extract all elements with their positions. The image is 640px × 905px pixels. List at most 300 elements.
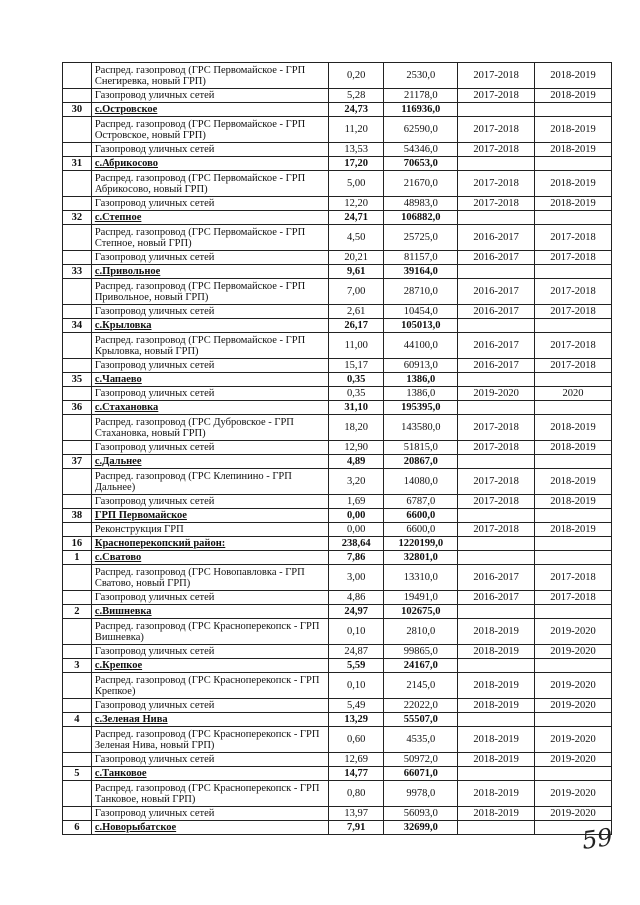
table-row [63,781,612,807]
row-cost: 25725,0 [384,225,458,251]
row-number [63,415,92,441]
row-end-period: 2018-2019 [535,197,612,211]
table-row [63,89,612,103]
row-name: Распред. газопровод (ГРС Клепинино - ГРП Дальнее) [91,469,328,495]
row-length: 3,00 [328,565,384,591]
row-cost: 44100,0 [384,333,458,359]
row-cost: 48983,0 [384,197,458,211]
row-name: Распред. газопровод (ГРС Красноперекопск - ГРП Зеленая Нива, новый ГРП) [91,727,328,753]
table-section-row [63,821,612,835]
row-length: 2,61 [328,305,384,319]
row-cost: 6600,0 [384,509,458,523]
row-number [63,781,92,807]
table-section-row [63,659,612,673]
row-name: с.Островское [91,103,328,117]
table-row [63,415,612,441]
row-number [63,333,92,359]
row-start-period: 2017-2018 [458,63,535,89]
row-end-period [535,211,612,225]
row-number [63,279,92,305]
row-name: Красноперекопский район: [91,537,328,551]
table-section-row [63,455,612,469]
row-start-period: 2017-2018 [458,523,535,537]
row-cost: 13310,0 [384,565,458,591]
table-row [63,469,612,495]
row-start-period: 2018-2019 [458,727,535,753]
row-number [63,251,92,265]
table-row [63,251,612,265]
row-length: 18,20 [328,415,384,441]
row-end-period: 2019-2020 [535,781,612,807]
row-start-period [458,821,535,835]
row-number [63,699,92,713]
row-start-period [458,509,535,523]
row-name: с.Привольное [91,265,328,279]
row-cost: 24167,0 [384,659,458,673]
row-start-period: 2018-2019 [458,619,535,645]
row-length: 13,53 [328,143,384,157]
row-start-period: 2016-2017 [458,305,535,319]
row-number [63,441,92,455]
row-cost: 99865,0 [384,645,458,659]
row-cost: 116936,0 [384,103,458,117]
row-length: 4,86 [328,591,384,605]
row-start-period: 2016-2017 [458,359,535,373]
row-cost: 10454,0 [384,305,458,319]
row-name: Газопровод уличных сетей [91,441,328,455]
row-start-period: 2016-2017 [458,279,535,305]
row-number: 32 [63,211,92,225]
row-number: 3 [63,659,92,673]
table-section-row [63,713,612,727]
row-end-period [535,157,612,171]
table-row [63,645,612,659]
row-cost: 195395,0 [384,401,458,415]
table-body [63,63,612,835]
table-section-row [63,211,612,225]
row-end-period [535,537,612,551]
row-end-period: 2018-2019 [535,415,612,441]
row-cost: 56093,0 [384,807,458,821]
row-start-period: 2017-2018 [458,143,535,157]
row-cost: 9978,0 [384,781,458,807]
row-end-period: 2019-2020 [535,727,612,753]
row-name: с.Сватово [91,551,328,565]
row-name: Распред. газопровод (ГРС Новопавловка - ГРП Сватово, новый ГРП) [91,565,328,591]
row-number: 35 [63,373,92,387]
row-end-period [535,509,612,523]
row-number [63,727,92,753]
row-number: 37 [63,455,92,469]
table-row [63,807,612,821]
row-name: с.Танковое [91,767,328,781]
row-name: с.Зеленая Нива [91,713,328,727]
row-length: 12,20 [328,197,384,211]
row-end-period [535,659,612,673]
row-number [63,591,92,605]
row-number [63,197,92,211]
row-start-period: 2019-2020 [458,387,535,401]
row-end-period: 2017-2018 [535,305,612,319]
row-start-period: 2016-2017 [458,225,535,251]
row-cost: 32801,0 [384,551,458,565]
row-length: 0,10 [328,619,384,645]
table-row [63,305,612,319]
row-name: Газопровод уличных сетей [91,89,328,103]
row-end-period: 2018-2019 [535,143,612,157]
table-row [63,225,612,251]
row-start-period [458,211,535,225]
row-start-period: 2016-2017 [458,565,535,591]
table-section-row [63,265,612,279]
row-end-period [535,401,612,415]
row-cost: 62590,0 [384,117,458,143]
table-section-row [63,319,612,333]
row-end-period: 2018-2019 [535,495,612,509]
row-length: 20,21 [328,251,384,265]
row-name: с.Чапаево [91,373,328,387]
row-start-period: 2017-2018 [458,415,535,441]
row-start-period [458,319,535,333]
row-end-period: 2019-2020 [535,645,612,659]
row-end-period: 2017-2018 [535,359,612,373]
row-name: Газопровод уличных сетей [91,305,328,319]
row-cost: 2810,0 [384,619,458,645]
row-start-period [458,767,535,781]
row-number [63,565,92,591]
table-row [63,197,612,211]
table-row [63,279,612,305]
row-length: 0,35 [328,373,384,387]
row-cost: 20867,0 [384,455,458,469]
row-number: 38 [63,509,92,523]
row-length: 12,90 [328,441,384,455]
row-cost: 28710,0 [384,279,458,305]
table-row [63,143,612,157]
row-start-period: 2016-2017 [458,591,535,605]
row-name: Распред. газопровод (ГРС Первомайское - ГРП Привольное, новый ГРП) [91,279,328,305]
row-length: 4,50 [328,225,384,251]
row-length: 5,59 [328,659,384,673]
row-length: 7,91 [328,821,384,835]
row-name: Газопровод уличных сетей [91,359,328,373]
row-length: 24,71 [328,211,384,225]
row-number [63,645,92,659]
row-number [63,807,92,821]
row-end-period: 2017-2018 [535,251,612,265]
row-number: 33 [63,265,92,279]
row-length: 12,69 [328,753,384,767]
table-row [63,63,612,89]
row-start-period [458,455,535,469]
row-number [63,673,92,699]
row-name: с.Стахановка [91,401,328,415]
table-row [63,441,612,455]
row-cost: 39164,0 [384,265,458,279]
row-end-period [535,713,612,727]
row-name: Распред. газопровод (ГРС Красноперекопск - ГРП Вишневка) [91,619,328,645]
table-row [63,387,612,401]
row-number [63,89,92,103]
row-number [63,359,92,373]
row-number: 1 [63,551,92,565]
row-number: 6 [63,821,92,835]
table-row [63,117,612,143]
row-number: 34 [63,319,92,333]
row-cost: 2530,0 [384,63,458,89]
row-end-period: 2018-2019 [535,63,612,89]
table-row [63,359,612,373]
row-end-period: 2017-2018 [535,333,612,359]
row-number [63,495,92,509]
row-name: с.Дальнее [91,455,328,469]
row-cost: 55507,0 [384,713,458,727]
row-number [63,619,92,645]
row-cost: 2145,0 [384,673,458,699]
row-name: Газопровод уличных сетей [91,807,328,821]
row-cost: 21178,0 [384,89,458,103]
row-length: 7,86 [328,551,384,565]
row-number [63,171,92,197]
row-number [63,143,92,157]
row-length: 9,61 [328,265,384,279]
row-name: Распред. газопровод (ГРС Первомайское - ГРП Островское, новый ГРП) [91,117,328,143]
row-start-period [458,659,535,673]
row-end-period: 2019-2020 [535,699,612,713]
row-name: с.Степное [91,211,328,225]
row-start-period: 2017-2018 [458,495,535,509]
gas-pipeline-table [62,62,612,835]
row-end-period [535,373,612,387]
row-name: Распред. газопровод (ГРС Первомайское - ГРП Абрикосово, новый ГРП) [91,171,328,197]
row-length: 13,97 [328,807,384,821]
table-row [63,495,612,509]
row-number: 30 [63,103,92,117]
row-name: Газопровод уличных сетей [91,197,328,211]
table-row [63,699,612,713]
row-name: Распред. газопровод (ГРС Первомайское - ГРП Крыловка, новый ГРП) [91,333,328,359]
row-start-period [458,103,535,117]
table-section-row [63,551,612,565]
row-start-period: 2018-2019 [458,699,535,713]
row-name: Газопровод уличных сетей [91,591,328,605]
row-length: 0,00 [328,523,384,537]
row-cost: 22022,0 [384,699,458,713]
row-start-period: 2018-2019 [458,753,535,767]
row-length: 5,00 [328,171,384,197]
table-row [63,619,612,645]
row-start-period: 2018-2019 [458,807,535,821]
row-name: Реконструкция ГРП [91,523,328,537]
row-start-period: 2017-2018 [458,117,535,143]
row-cost: 4535,0 [384,727,458,753]
row-length: 3,20 [328,469,384,495]
row-end-period: 2018-2019 [535,89,612,103]
row-name: с.Крепкое [91,659,328,673]
row-cost: 106882,0 [384,211,458,225]
row-end-period: 2019-2020 [535,753,612,767]
table-section-row [63,509,612,523]
row-name: Газопровод уличных сетей [91,495,328,509]
row-number: 4 [63,713,92,727]
row-end-period: 2017-2018 [535,225,612,251]
row-number: 31 [63,157,92,171]
row-name: Газопровод уличных сетей [91,251,328,265]
row-cost: 143580,0 [384,415,458,441]
row-length: 7,00 [328,279,384,305]
table-section-row [63,103,612,117]
row-start-period: 2017-2018 [458,469,535,495]
row-cost: 21670,0 [384,171,458,197]
row-length: 4,89 [328,455,384,469]
row-length: 0,20 [328,63,384,89]
row-number: 36 [63,401,92,415]
row-length: 26,17 [328,319,384,333]
row-number [63,305,92,319]
row-length: 24,97 [328,605,384,619]
row-length: 1,69 [328,495,384,509]
row-start-period: 2018-2019 [458,781,535,807]
row-number: 5 [63,767,92,781]
row-number: 2 [63,605,92,619]
row-name: Распред. газопровод (ГРС Первомайское - ГРП Снегиревка, новый ГРП) [91,63,328,89]
table-section-row [63,537,612,551]
row-cost: 14080,0 [384,469,458,495]
row-number [63,117,92,143]
row-name: с.Вишневка [91,605,328,619]
row-name: Распред. газопровод (ГРС Дубровское - ГРП Стахановка, новый ГРП) [91,415,328,441]
row-name: Газопровод уличных сетей [91,645,328,659]
row-length: 5,49 [328,699,384,713]
row-end-period: 2017-2018 [535,591,612,605]
table-row [63,753,612,767]
row-start-period [458,157,535,171]
row-length: 0,35 [328,387,384,401]
row-start-period: 2017-2018 [458,89,535,103]
row-length: 24,73 [328,103,384,117]
row-name: с.Новорыбатское [91,821,328,835]
table-section-row [63,401,612,415]
table-row [63,171,612,197]
row-end-period: 2019-2020 [535,807,612,821]
row-cost: 32699,0 [384,821,458,835]
row-end-period: 2020 [535,387,612,401]
table-row [63,673,612,699]
row-name: Распред. газопровод (ГРС Красноперекопск - ГРП Крепкое) [91,673,328,699]
row-cost: 81157,0 [384,251,458,265]
row-cost: 50972,0 [384,753,458,767]
row-length: 31,10 [328,401,384,415]
row-start-period [458,713,535,727]
row-cost: 1386,0 [384,373,458,387]
row-end-period: 2017-2018 [535,565,612,591]
row-start-period: 2017-2018 [458,171,535,197]
table-section-row [63,157,612,171]
row-length: 0,80 [328,781,384,807]
row-number [63,63,92,89]
row-number: 16 [63,537,92,551]
row-end-period [535,767,612,781]
row-start-period: 2018-2019 [458,645,535,659]
table-row [63,591,612,605]
row-cost: 54346,0 [384,143,458,157]
row-start-period [458,605,535,619]
row-length: 11,00 [328,333,384,359]
row-start-period: 2016-2017 [458,251,535,265]
row-end-period: 2018-2019 [535,523,612,537]
table-section-row [63,767,612,781]
row-cost: 60913,0 [384,359,458,373]
row-end-period [535,551,612,565]
table-section-row [63,373,612,387]
row-name: Распред. газопровод (ГРС Первомайское - ГРП Степное, новый ГРП) [91,225,328,251]
row-start-period [458,537,535,551]
row-end-period: 2018-2019 [535,469,612,495]
row-end-period [535,319,612,333]
row-number [63,387,92,401]
row-end-period [535,455,612,469]
row-number [63,753,92,767]
row-number [63,469,92,495]
row-length: 11,20 [328,117,384,143]
table-row [63,523,612,537]
row-start-period [458,401,535,415]
row-name: Газопровод уличных сетей [91,387,328,401]
row-end-period [535,265,612,279]
row-start-period: 2018-2019 [458,673,535,699]
row-cost: 1386,0 [384,387,458,401]
row-start-period: 2017-2018 [458,197,535,211]
page-number: 59 [580,823,615,855]
row-cost: 1220199,0 [384,537,458,551]
row-end-period: 2019-2020 [535,673,612,699]
table-section-row [63,605,612,619]
row-length: 13,29 [328,713,384,727]
row-length: 17,20 [328,157,384,171]
row-end-period: 2018-2019 [535,441,612,455]
row-number [63,523,92,537]
row-name: Газопровод уличных сетей [91,699,328,713]
row-start-period [458,265,535,279]
row-length: 0,10 [328,673,384,699]
row-start-period: 2017-2018 [458,441,535,455]
row-name: Газопровод уличных сетей [91,753,328,767]
row-cost: 105013,0 [384,319,458,333]
row-cost: 102675,0 [384,605,458,619]
row-start-period [458,551,535,565]
row-length: 15,17 [328,359,384,373]
row-cost: 70653,0 [384,157,458,171]
row-length: 0,60 [328,727,384,753]
row-end-period: 2018-2019 [535,171,612,197]
table-row [63,565,612,591]
row-cost: 66071,0 [384,767,458,781]
row-cost: 19491,0 [384,591,458,605]
row-name: с.Крыловка [91,319,328,333]
row-cost: 51815,0 [384,441,458,455]
row-end-period: 2019-2020 [535,619,612,645]
row-name: ГРП Первомайское [91,509,328,523]
row-length: 24,87 [328,645,384,659]
row-cost: 6787,0 [384,495,458,509]
table-row [63,333,612,359]
row-end-period [535,605,612,619]
row-length: 238,64 [328,537,384,551]
table-row [63,727,612,753]
row-name: Газопровод уличных сетей [91,143,328,157]
row-length: 5,28 [328,89,384,103]
row-name: Распред. газопровод (ГРС Красноперекопск - ГРП Танковое, новый ГРП) [91,781,328,807]
